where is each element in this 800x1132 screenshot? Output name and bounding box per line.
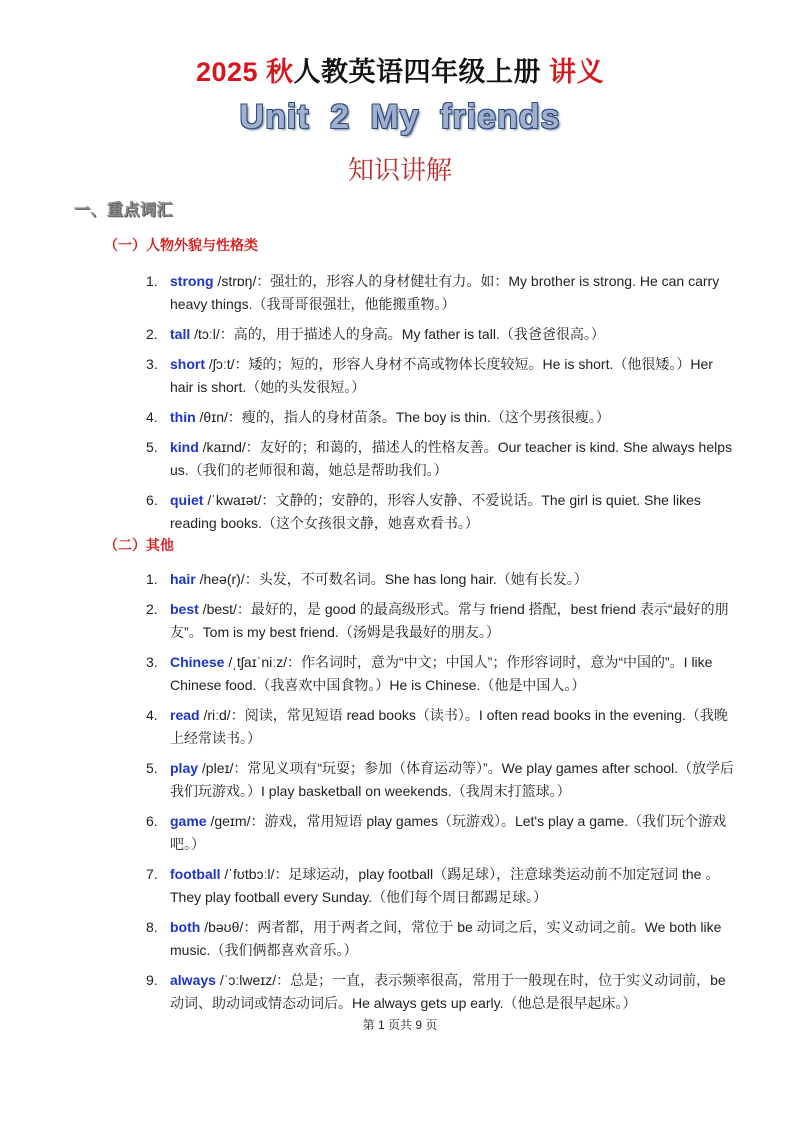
item-number: 5.	[146, 439, 158, 455]
vocab-item	[146, 969, 736, 1015]
vocab-item	[146, 810, 736, 856]
item-number: 2.	[146, 326, 158, 342]
vocab-word: game	[170, 813, 207, 829]
vocab-word: tall	[170, 326, 191, 342]
vocab-definition: /ˈkwaɪət/：文静的；安静的，形容人安静、不爱说话。The girl is quiet. She likes reading books.（这个女孩很文静，她喜欢看书。）	[170, 492, 701, 531]
vocab-word: play	[170, 760, 199, 776]
section-heading: 一、重点词汇	[74, 202, 174, 219]
page-footer: 第 1 页共 9 页	[362, 1018, 438, 1032]
unit-title: Unit 2 My friends	[239, 98, 561, 136]
vocab-item	[146, 270, 736, 316]
vocab-definition: /ɡeɪm/：游戏，常用短语 play games（玩游戏）。Let's play a game.（我们玩个游戏吧。）	[170, 813, 727, 852]
vocab-word: strong	[170, 273, 214, 289]
vocab-definition: /θɪn/：瘦的，指人的身材苗条。The boy is thin.（这个男孩很瘦。）	[195, 409, 610, 425]
vocab-word: quiet	[170, 492, 204, 508]
vocab-item	[146, 704, 736, 750]
vocab-definition: /tɔːl/：高的，用于描述人的身高。My father is tall.（我爸爸很高。）	[190, 326, 605, 342]
vocab-definition: /bəʊθ/：两者都，用于两者之间，常位于 be 动词之后，实义动词之前。We both like music.（我们俩都喜欢音乐。）	[170, 919, 722, 958]
item-number: 4.	[146, 707, 158, 723]
item-number: 1.	[146, 571, 158, 587]
vocab-word: read	[170, 707, 200, 723]
vocab-definition: /heə(r)/：头发，不可数名词。She has long hair.（她有长发。）	[195, 571, 588, 587]
vocab-item	[146, 323, 736, 346]
vocab-word: hair	[170, 571, 196, 587]
item-number: 5.	[146, 760, 158, 776]
subtitle: 知识讲解	[347, 156, 452, 186]
vocab-item	[146, 353, 736, 399]
item-number: 2.	[146, 601, 158, 617]
item-number: 3.	[146, 654, 158, 670]
title-year: 2025 秋	[195, 57, 294, 87]
vocab-list-other	[146, 568, 736, 1022]
vocab-definition: /ˈɔːlweɪz/：总是；一直，表示频率很高，常用于一般现在时，位于实义动词前，be 动词、助动词或情态动词后。He always gets up early.（他总是很早起床。）	[170, 972, 726, 1011]
vocab-item	[146, 863, 736, 909]
vocab-definition: /riːd/：阅读，常见短语 read books（读书）。I often read books in the evening.（我晚上经常读书。）	[170, 707, 728, 746]
item-number: 4.	[146, 409, 158, 425]
vocab-list-appearance	[146, 270, 736, 542]
item-number: 8.	[146, 919, 158, 935]
vocab-item	[146, 598, 736, 644]
vocab-word: thin	[170, 409, 196, 425]
item-number: 7.	[146, 866, 158, 882]
vocab-definition: /best/：最好的，是 good 的最高级形式。常与 friend 搭配，best friend 表示“最好的朋友”。Tom is my best friend.（汤姆是我最好的朋友。）	[170, 601, 729, 640]
item-number: 6.	[146, 813, 158, 829]
vocab-item	[146, 757, 736, 803]
vocab-definition: /ˈfʊtbɔːl/：足球运动，play football（踢足球），注意球类运动前不加定冠词 the 。They play football every Sunday.（他们每个周日都踢足球。）	[170, 866, 720, 905]
document-title	[0, 50, 800, 89]
vocab-word: Chinese	[170, 654, 225, 670]
vocab-item	[146, 916, 736, 962]
vocab-definition: /ʃɔːt/：矮的；短的，形容人身材不高或物体长度较短。He is short.（他很矮。）Her hair is short.（她的头发很短。）	[170, 356, 713, 395]
vocab-word: kind	[170, 439, 199, 455]
vocab-word: both	[170, 919, 201, 935]
vocab-word: best	[170, 601, 199, 617]
item-number: 6.	[146, 492, 158, 508]
vocab-word: short	[170, 356, 205, 372]
vocab-definition: /kaɪnd/：友好的；和蔼的，描述人的性格友善。Our teacher is kind. She always helps us.（我们的老师很和蔼，她总是帮助我们。）	[170, 439, 733, 478]
group-heading-other: （二）其他	[104, 537, 174, 553]
vocab-definition: /ˌtʃaɪˈniːz/：作名词时，意为“中文；中国人”；作形容词时，意为“中国的”。I like Chinese food.（我喜欢中国食物。）He is Chinese.（他是中国人。）	[170, 654, 713, 693]
title-book: 人教英语四年级上册	[293, 57, 542, 87]
item-number: 1.	[146, 273, 158, 289]
group-heading-appearance: （一）人物外貌与性格类	[104, 237, 258, 253]
vocab-definition: /strɒŋ/：强壮的，形容人的身材健壮有力。如：My brother is strong. He can carry heavy things.（我哥哥很强壮，他能搬重物。）	[170, 273, 720, 312]
vocab-item	[146, 406, 736, 429]
vocab-item	[146, 568, 736, 591]
vocab-word: football	[170, 866, 221, 882]
item-number: 3.	[146, 356, 158, 372]
item-number: 9.	[146, 972, 158, 988]
vocab-item	[146, 436, 736, 482]
title-suffix: 讲义	[549, 57, 605, 87]
vocab-item	[146, 489, 736, 535]
vocab-item	[146, 651, 736, 697]
vocab-definition: /pleɪ/：常见义项有“玩耍；参加（体育运动等）”。We play games after school.（放学后我们玩游戏。）I play basketball on weekends.（我周末打篮球。）	[170, 760, 735, 799]
vocab-word: always	[170, 972, 216, 988]
